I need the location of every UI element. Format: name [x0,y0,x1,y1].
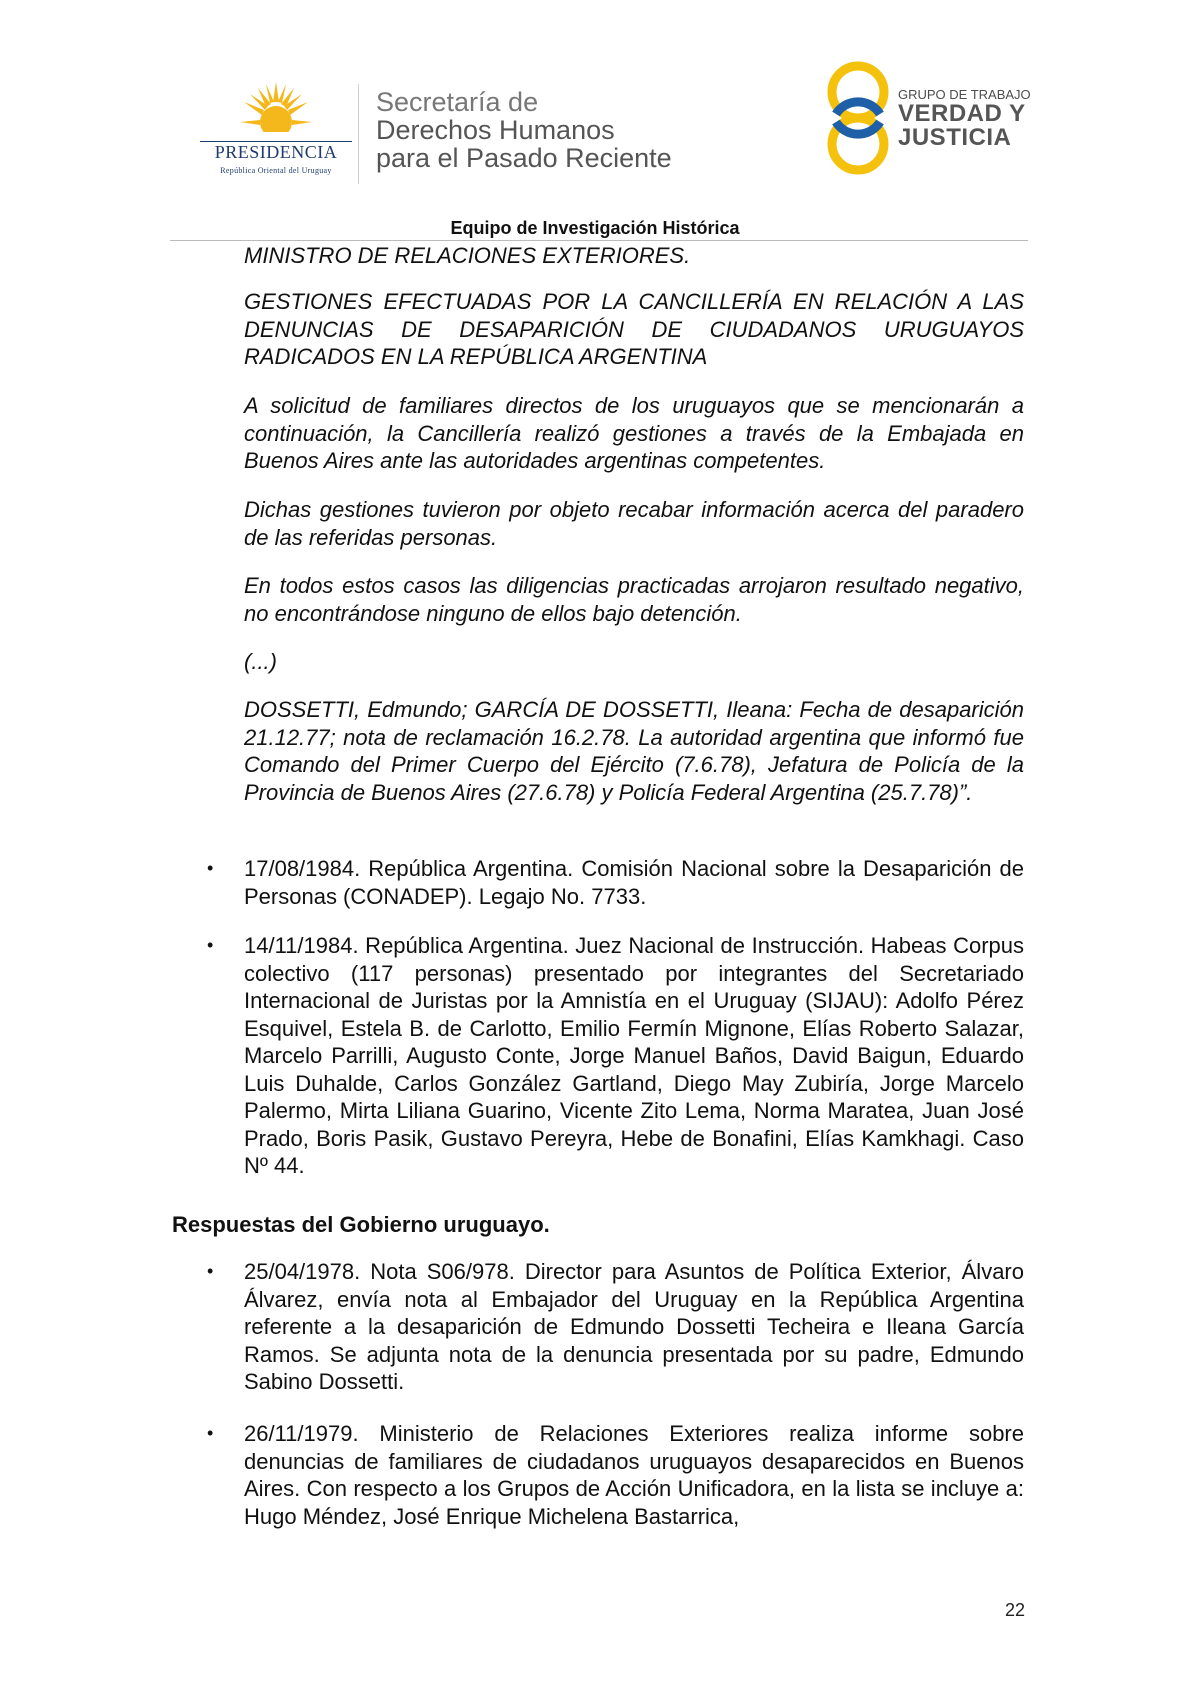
secretaria-line-3: para el Pasado Reciente [376,143,672,173]
header-rule [170,240,1028,241]
secretaria-line-1: Secretaría de [376,87,539,117]
paragraph-ministro: MINISTRO DE RELACIONES EXTERIORES. [244,243,691,268]
paragraph-dossetti: DOSSETTI, Edmundo; GARCÍA DE DOSSETTI, Ileana: Fecha de desaparición 21.12.77; nota de reclamación 16.2.78. La autoridad argentina que informó fue Comando del Primer Cuerpo del Ejército (7.6.78), Jefatura de Policía de la Provincia de Buenos Aires (27.6.78) y Policía Federal Argentina (25.7.78)”. [244,697,1024,805]
presidencia-subtitle: República Oriental del Uruguay [220,166,332,175]
bullet-marker: • [207,935,214,955]
header-divider [358,84,359,184]
list-item-habeas-corpus: 14/11/1984. República Argentina. Juez Nacional de Instrucción. Habeas Corpus colectivo (117 personas) presentado por integrantes del Secretariado Internacional de Juristas por la Amnistía en el Uruguay (SIJAU): Adolfo Pérez Esquivel, Estela B. de Carlotto, Emilio Fermín Mignone, Elías Roberto Salazar, Marcelo Parrilli, Augusto Conte, Jorge Manuel Baños, David Baigun, Eduardo Luis Duhalde, Carlos González Gartland, Diego May Zubiría, Jorge Marcelo Palermo, Mirta Liliana Guarino, Vicente Zito Lema, Norma Maratea, Juan José Prado, Boris Pasik, Gustavo Pereyra, Hebe de Bonafini, Elías Kamkhagi. Caso Nº 44. [244,933,1024,1178]
presidencia-name: PRESIDENCIA [214,142,338,162]
secretaria-logo-text [376,88,672,172]
sun-icon [238,80,314,140]
verdad-justicia-text [898,88,1031,150]
bullet-marker: • [207,858,214,878]
bullet-marker: • [207,1261,214,1281]
secretaria-line-2: Derechos Humanos [376,115,615,145]
section-title: Respuestas del Gobierno uruguayo. [172,1212,550,1237]
grupo-line-2: VERDAD Y [898,100,1026,127]
paragraph-dichas-gestiones: Dichas gestiones tuvieron por objeto recabar información acerca del paradero de las referidas personas. [244,497,1024,550]
presidencia-logo [196,80,356,180]
verdad-justicia-logo [820,58,1040,178]
paragraph-solicitud: A solicitud de familiares directos de los uruguayos que se mencionarán a continuación, la Cancillería realizó gestiones a través de la Embajada en Buenos Aires ante las autoridades argentinas competentes. [244,393,1024,473]
bullet-marker: • [207,1423,214,1443]
paragraph-diligencias: En todos estos casos las diligencias practicadas arrojaron resultado negativo, no encontrándose ninguno de ellos bajo detención. [244,573,1024,626]
grupo-line-1: GRUPO DE TRABAJO [898,87,1031,102]
team-title: Equipo de Investigación Histórica [450,218,740,238]
paragraph-gestiones-title: GESTIONES EFECTUADAS POR LA CANCILLERÍA EN RELACIÓN A LAS DENUNCIAS DE DESAPARICIÓN DE CIUDADANOS URUGUAYOS RADICADOS EN LA REPÚBLICA ARGENTINA [244,289,1024,369]
grupo-line-3: JUSTICIA [898,124,1012,151]
list-item-conadep: 17/08/1984. República Argentina. Comisión Nacional sobre la Desaparición de Personas (CONADEP). Legajo No. 7733. [244,856,1024,909]
list-item-nota-s06: 25/04/1978. Nota S06/978. Director para Asuntos de Política Exterior, Álvaro Álvarez, envía nota al Embajador del Uruguay en la República Argentina referente a la desaparición de Edmundo Dossetti Techeira e Ileana García Ramos. Se adjunta nota de la denuncia presentada por su padre, Edmundo Sabino Dossetti. [244,1259,1024,1394]
page-number: 22 [1005,1600,1026,1620]
rings-icon [820,58,896,178]
paragraph-ellipsis: (...) [244,649,277,674]
list-item-informe-1979: 26/11/1979. Ministerio de Relaciones Exteriores realiza informe sobre denuncias de familiares de ciudadanos uruguayos desaparecidos en Buenos Aires. Con respecto a los Grupos de Acción Unificadora, en la lista se incluye a: Hugo Méndez, José Enrique Michelena Bastarrica, [244,1421,1024,1529]
